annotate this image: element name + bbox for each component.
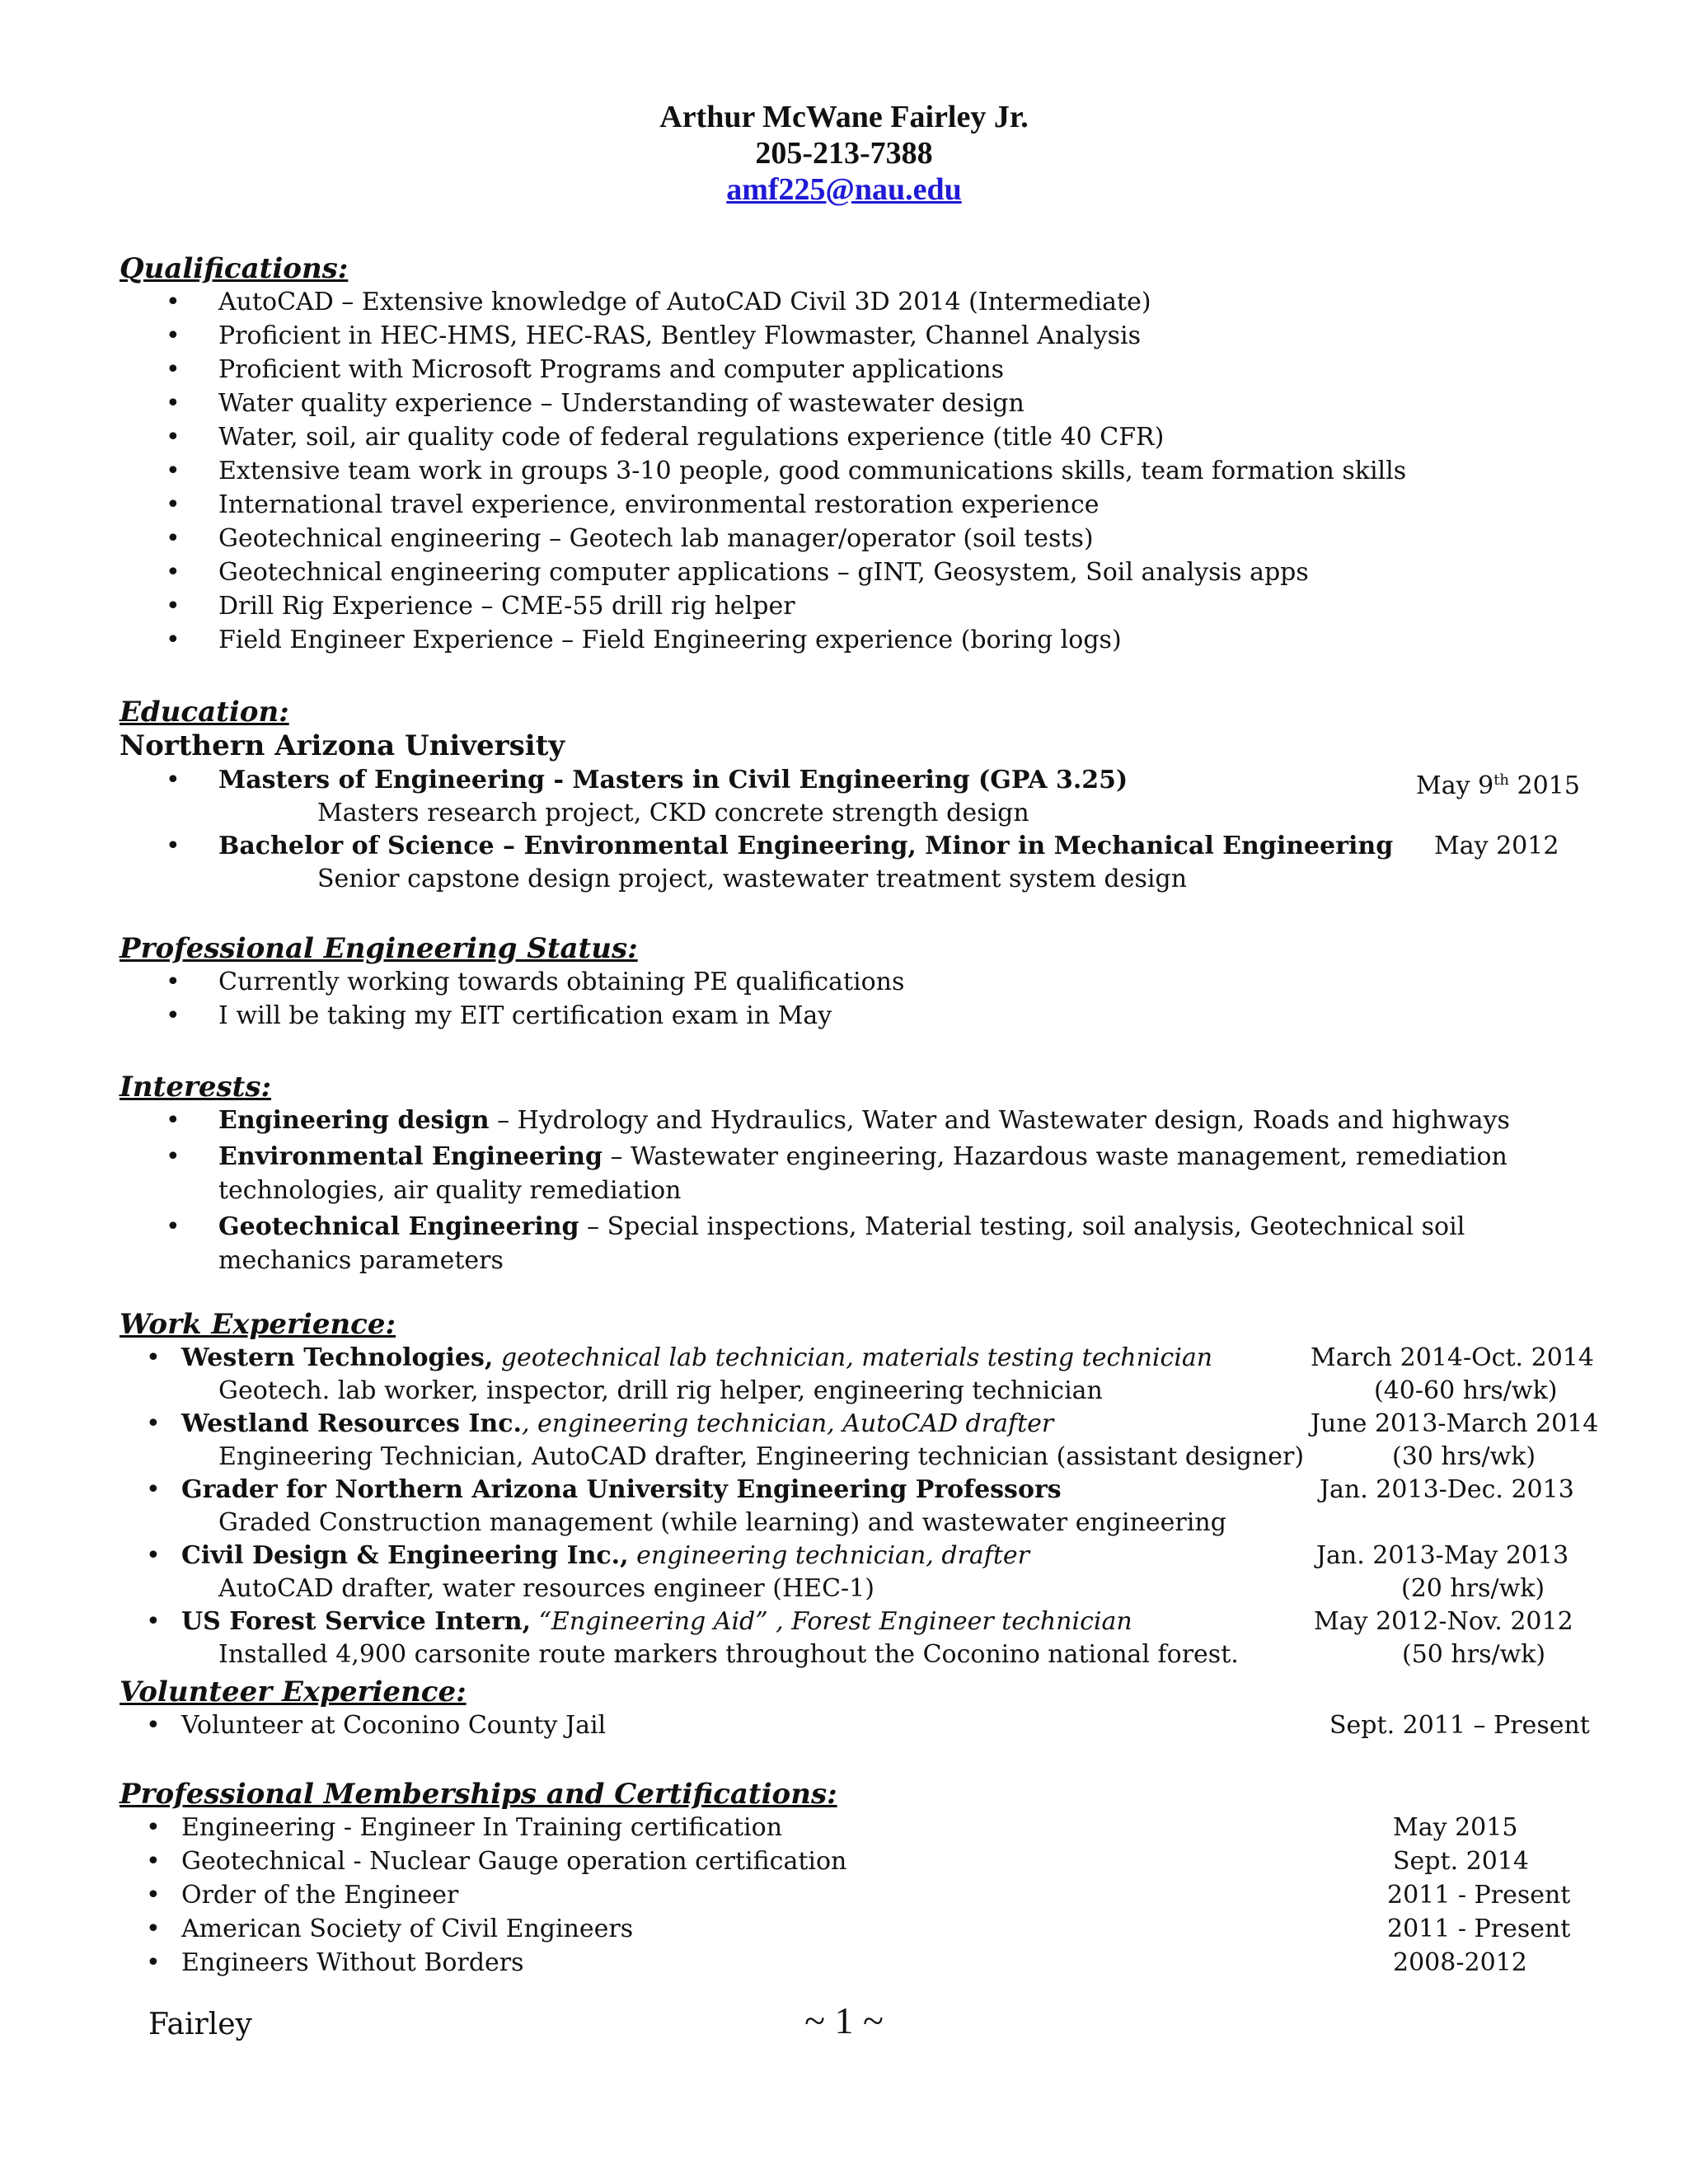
list-item: • Engineering design – Hydrology and Hydraulics, Water and Wastewater design, Roads and highways <box>120 1104 1587 1137</box>
list-item: • Proficient with Microsoft Programs and computer applications <box>120 353 1587 387</box>
list-item: • I will be taking my EIT certification exam in May <box>120 999 1587 1033</box>
volunteer-dates: Sept. 2011 – Present <box>1329 1711 1590 1740</box>
list-item: • American Society of Civil Engineers 2011 - Present <box>120 1912 1587 1946</box>
memberships-title: Professional Memberships and Certifications: <box>120 1778 837 1811</box>
footer-name: Fairley <box>148 2008 252 2041</box>
degree-detail: Senior capstone design project, wastewater treatment system design <box>317 865 1188 893</box>
job-detail: Engineering Technician, AutoCAD drafter, Engineering technician (assistant designer) (30 hrs/wk) <box>218 1442 1536 1471</box>
list-item: • Volunteer at Coconino County Jail Sept. 2011 – Present <box>120 1708 1587 1742</box>
page-number: ~ 1 ~ <box>804 1999 884 2041</box>
list-item: • International travel experience, environmental restoration experience <box>120 488 1587 522</box>
job-dates: Jan. 2013-Dec. 2013 <box>1320 1475 1574 1504</box>
qualifications-title: Qualifications: <box>120 252 349 285</box>
pe-status-title: Professional Engineering Status: <box>120 932 638 965</box>
candidate-email-link[interactable]: amf225@nau.edu <box>726 172 962 207</box>
volunteer-section <box>120 1675 1590 1742</box>
education-section <box>120 696 1587 895</box>
list-item: • Geotechnical engineering – Geotech lab manager/operator (soil tests) <box>120 522 1587 555</box>
list-item: • Geotechnical engineering computer applications – gINT, Geosystem, Soil analysis apps <box>120 555 1587 589</box>
candidate-phone: 205-213-7388 <box>755 136 933 171</box>
job-dates: May 2012-Nov. 2012 <box>1314 1607 1573 1636</box>
list-item: • Geotechnical Engineering – Special inspections, Material testing, soil analysis, Geotechnical soil mechanics parameters <box>120 1210 1599 1277</box>
volunteer-list <box>120 1708 1590 1742</box>
job-dates: Jan. 2013-May 2013 <box>1316 1541 1569 1570</box>
membership-dates: 2011 - Present <box>1387 1915 1571 1943</box>
job-dates: June 2013-March 2014 <box>1311 1409 1599 1438</box>
qualifications-section <box>120 252 1587 657</box>
memberships-list <box>120 1811 1587 1980</box>
list-item: • Geotechnical - Nuclear Gauge operation certification Sept. 2014 <box>120 1844 1587 1878</box>
memberships-section <box>120 1778 1587 1980</box>
qualifications-list <box>120 285 1587 657</box>
degree-item <box>120 829 1587 895</box>
job-item: • Westland Resources Inc., engineering technician, AutoCAD drafter June 2013-March 2014 Engineering Technician, AutoCAD drafter, Engineering technician (assistant designer) (30 hrs/wk) <box>120 1407 1587 1473</box>
list-item: • Engineering - Engineer In Training certification May 2015 <box>120 1811 1587 1844</box>
job-item: • US Forest Service Intern, “Engineering Aid” , Forest Engineer technician May 2012-Nov. 2012 Installed 4,900 carsonite route markers throughout the Coconino national forest. (50 hrs/wk) <box>120 1605 1587 1671</box>
degree-date: May 9th 2015 <box>1416 771 1580 800</box>
work-section <box>120 1308 1599 1671</box>
education-title: Education: <box>120 696 289 729</box>
list-item: • Environmental Engineering – Wastewater engineering, Hazardous waste management, remediation technologies, air quality remediation <box>120 1140 1599 1207</box>
job-item: • Civil Design & Engineering Inc., engineering technician, drafter Jan. 2013-May 2013 AutoCAD drafter, water resources engineer (HEC-1) (20 hrs/wk) <box>120 1539 1587 1605</box>
candidate-name: Arthur McWane Fairley Jr. <box>659 100 1029 134</box>
degree-item <box>120 763 1587 829</box>
job-item: • Grader for Northern Arizona University Engineering Professors Jan. 2013-Dec. 2013 Graded Construction management (while learning) and wastewater engineering <box>120 1473 1587 1539</box>
list-item: • Water quality experience – Understanding of wastewater design <box>120 387 1587 420</box>
volunteer-title: Volunteer Experience: <box>120 1675 467 1708</box>
interests-list <box>120 1104 1587 1277</box>
interests-section <box>120 1071 1587 1277</box>
degree-title: Bachelor of Science – Environmental Engineering, Minor in Mechanical Engineering <box>218 832 1394 860</box>
membership-dates: 2011 - Present <box>1387 1881 1571 1910</box>
list-item: • Proficient in HEC-HMS, HEC-RAS, Bentley Flowmaster, Channel Analysis <box>120 319 1587 353</box>
work-list <box>120 1341 1599 1671</box>
list-item: • AutoCAD – Extensive knowledge of AutoCAD Civil 3D 2014 (Intermediate) <box>120 285 1587 319</box>
list-item: • Currently working towards obtaining PE qualifications <box>120 965 1587 999</box>
membership-dates: 2008-2012 <box>1393 1948 1527 1977</box>
pe-status-list <box>120 965 1587 1033</box>
list-item: • Extensive team work in groups 3-10 people, good communications skills, team formation skills <box>120 454 1587 488</box>
degree-date: May 2012 <box>1434 832 1559 860</box>
membership-dates: Sept. 2014 <box>1393 1847 1529 1876</box>
pe-status-section <box>120 932 1587 1033</box>
interests-title: Interests: <box>120 1071 272 1104</box>
job-detail: AutoCAD drafter, water resources engineer (HEC-1) (20 hrs/wk) <box>218 1574 1545 1603</box>
job-dates: March 2014-Oct. 2014 <box>1311 1343 1594 1372</box>
membership-dates: May 2015 <box>1393 1813 1518 1842</box>
degrees-list <box>120 763 1587 895</box>
job-detail: Installed 4,900 carsonite route markers throughout the Coconino national forest. (50 hrs/wk) <box>218 1640 1546 1669</box>
list-item: • Water, soil, air quality code of federal regulations experience (title 40 CFR) <box>120 420 1587 454</box>
university-name: Northern Arizona University <box>120 729 565 762</box>
degree-detail: Masters research project, CKD concrete strength design <box>317 799 1029 827</box>
job-detail: Geotech. lab worker, inspector, drill rig helper, engineering technician (40-60 hrs/wk) <box>218 1376 1558 1405</box>
list-item: • Field Engineer Experience – Field Engineering experience (boring logs) <box>120 623 1587 657</box>
list-item: • Drill Rig Experience – CME-55 drill rig helper <box>120 589 1587 623</box>
list-item: • Order of the Engineer 2011 - Present <box>120 1878 1587 1912</box>
job-detail: Graded Construction management (while learning) and wastewater engineering <box>218 1508 1226 1537</box>
resume-header <box>0 99 1688 208</box>
list-item: • Engineers Without Borders 2008-2012 <box>120 1946 1587 1980</box>
degree-title: Masters of Engineering - Masters in Civil Engineering (GPA 3.25) <box>218 766 1128 794</box>
job-item: • Western Technologies, geotechnical lab technician, materials testing technician March 2014-Oct. 2014 Geotech. lab worker, inspector, drill rig helper, engineering technician (40-60 hrs/wk) <box>120 1341 1587 1407</box>
work-title: Work Experience: <box>120 1308 396 1341</box>
